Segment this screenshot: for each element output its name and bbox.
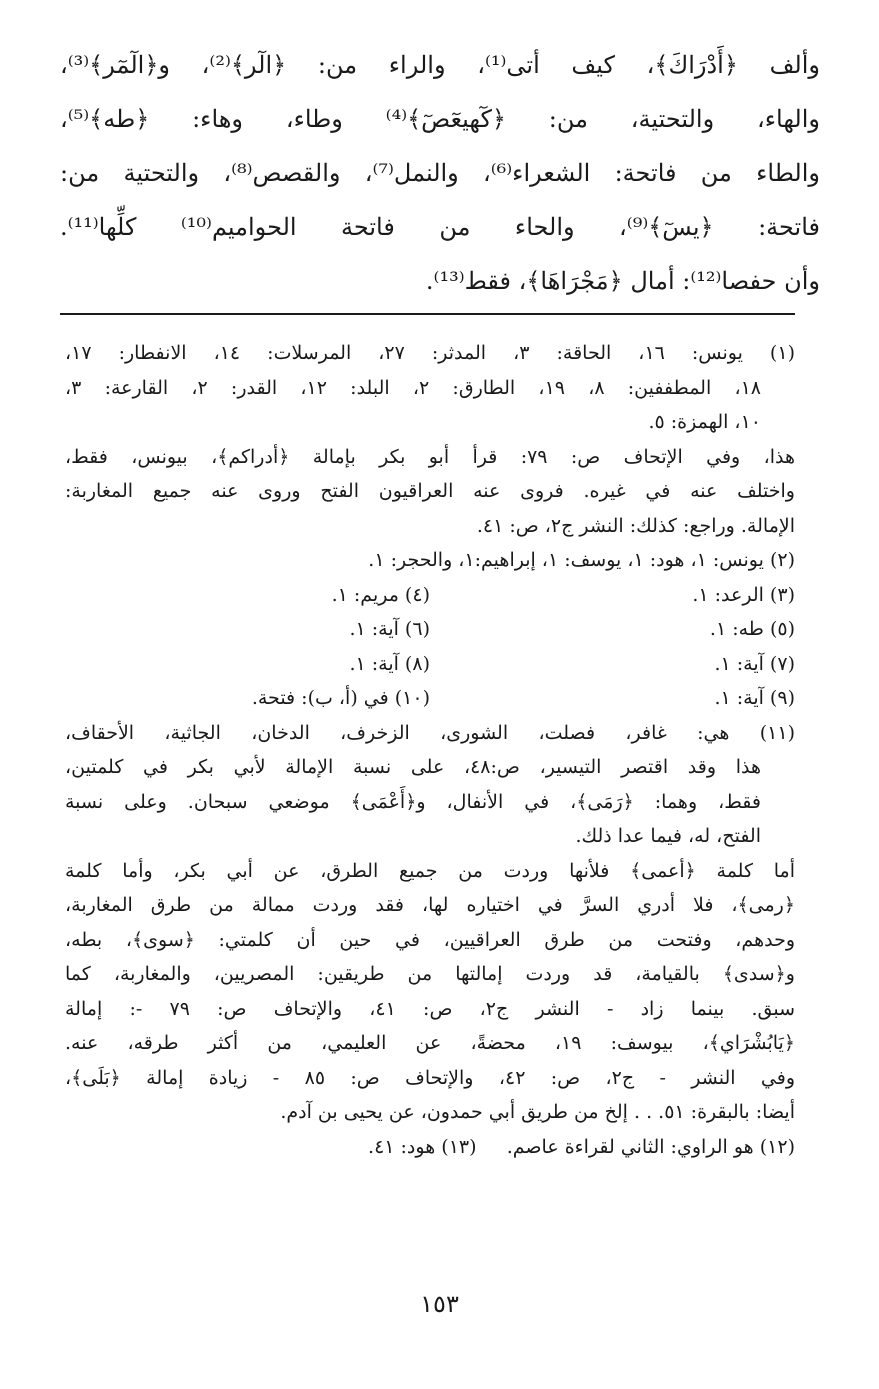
footnote-9: (٩) آية: ١. — [714, 687, 795, 709]
footnote-separator-rule — [60, 313, 795, 315]
footnote-1-line: ١٠، الهمزة: ٥. — [648, 411, 761, 433]
main-text — [60, 38, 820, 308]
footnote-11-commentary-line: أما كلمة ﴿أعمى﴾ فلأنها وردت من جميع الطرق، عن أبي بكر، وأما كلمة — [65, 859, 795, 882]
footnote-7: (٧) آية: ١. — [714, 652, 795, 675]
footnote-11-commentary-line: وفي النشر - ج٢، ص: ٤٢، والإتحاف ص: ٨٥ - زيادة إمالة ﴿بَلَى﴾، — [65, 1066, 795, 1089]
footnote-11-commentary-line: ﴿يَابُشْرَاي﴾، بيوسف: ١٩، محضةً، عن العليمي، من أكثر طرقه، عنه. — [65, 1032, 795, 1054]
footnote-3: (٣) الرعد: ١. — [692, 583, 795, 606]
footnote-1-commentary-line: الإمالة. وراجع: كذلك: النشر ج٢، ص: ٤١. — [476, 514, 795, 537]
footnote-1-commentary-line: هذا، وفي الإتحاف ص: ٧٩: قرأ أبو بكر بإمالة ﴿أدراكم﴾، بيونس، فقط، — [65, 445, 795, 468]
footnote-11-line: هذا وقد اقتصر التيسير، ص:٤٨، على نسبة الإمالة لأبي بكر في كلمتين، — [65, 756, 761, 778]
footnote-pair-row — [65, 578, 795, 613]
footnotes — [65, 336, 795, 1164]
main-text-line: فاتحة: ﴿يسٓ﴾⁽⁹⁾، والحاء من فاتحة الحواميم⁽¹⁰⁾ كلِّها⁽¹¹⁾. — [60, 213, 820, 241]
page-number: ١٥٣ — [420, 1290, 459, 1318]
footnote-4: (٤) مريم: ١. — [331, 583, 430, 606]
footnote-pair-row — [65, 647, 795, 682]
footnote-11-commentary-line: ﴿رمى﴾، فلا أدري السرَّ في اختياره لها، فقد وردت ممالة من طرق المغاربة، — [65, 894, 795, 916]
footnote-1-line: (١) يونس: ١٦، الحاقة: ٣، المدثر: ٢٧، المرسلات: ١٤، الانفطار: ١٧، — [65, 342, 795, 364]
footnote-pair-row — [65, 681, 795, 716]
footnote-11-line: (١١) هي: غافر، فصلت، الشورى، الزخرف، الدخان، الجاثية، الأحقاف، — [65, 721, 795, 744]
footnote-5: (٥) طه: ١. — [709, 618, 795, 640]
main-text-line: وأن حفصا⁽¹²⁾: أمال ﴿مَجْرَاهَا﴾، فقط⁽¹³⁾. — [425, 267, 820, 295]
footnote-10: (١٠) في (أ، ب): فتحة. — [251, 687, 430, 709]
footnote-pair-row — [65, 612, 795, 647]
footnote-1-line: ١٨، المطففين: ٨، ١٩، الطارق: ٢، البلد: ١٢، القدر: ٢، القارعة: ٣، — [65, 376, 762, 399]
footnote-11-commentary-line: وحدهم، وفتحت من طرق العراقيين، في حين أن كلمتي: ﴿سوى﴾، بطه، — [65, 928, 795, 951]
footnote-11-line: فقط، وهما: ﴿رَمَى﴾، في الأنفال، و﴿أَعْمَى﴾ موضعي سبحان. وعلى نسبة — [65, 790, 761, 813]
main-text-line: والهاء، والتحتية، من: ﴿كٓهيعٓصٓ﴾⁽⁴⁾ وطاء، وهاء: ﴿طه﴾⁽⁵⁾، — [60, 105, 820, 133]
footnote-1-commentary-line: واختلف عنه في غيره. فروى عنه العراقيون الفتح وروى عنه جميع المغاربة: — [65, 480, 795, 502]
footnote-11-commentary-line: سبق. بينما زاد - النشر ج٢، ص: ٤١، والإتحاف ص: ٧٩ -: إمالة — [65, 997, 795, 1020]
main-text-line: والطاء من فاتحة: الشعراء⁽⁶⁾، والنمل⁽⁷⁾، والقصص⁽⁸⁾، والتحتية من: — [60, 159, 820, 187]
footnote-12-13: (١٢) هو الراوي: الثاني لقراءة عاصم. (١٣) هود: ٤١. — [368, 1135, 795, 1158]
footnote-11-commentary-line: و﴿سدى﴾ بالقيامة، قد وردت إمالتها من طريقين: المصريين، والمغاربة، كما — [65, 963, 795, 985]
footnote-11-commentary-line: أيضا: بالبقرة: ٥١. . . إلخ من طريق أبي حمدون، عن يحيى بن آدم. — [280, 1101, 795, 1123]
footnote-6: (٦) آية: ١. — [349, 618, 430, 640]
footnote-8: (٨) آية: ١. — [349, 652, 430, 675]
main-text-line: وألف ﴿أَدْرَاكَ﴾، كيف أتى⁽¹⁾، والراء من: ﴿الٓر﴾⁽²⁾، و﴿الٓمٓر﴾⁽³⁾، — [60, 51, 820, 79]
footnote-2: (٢) يونس: ١، هود: ١، يوسف: ١، إبراهيم:١، والحجر: ١. — [368, 549, 795, 571]
footnote-11-line: الفتح، له، فيما عدا ذلك. — [575, 825, 761, 847]
